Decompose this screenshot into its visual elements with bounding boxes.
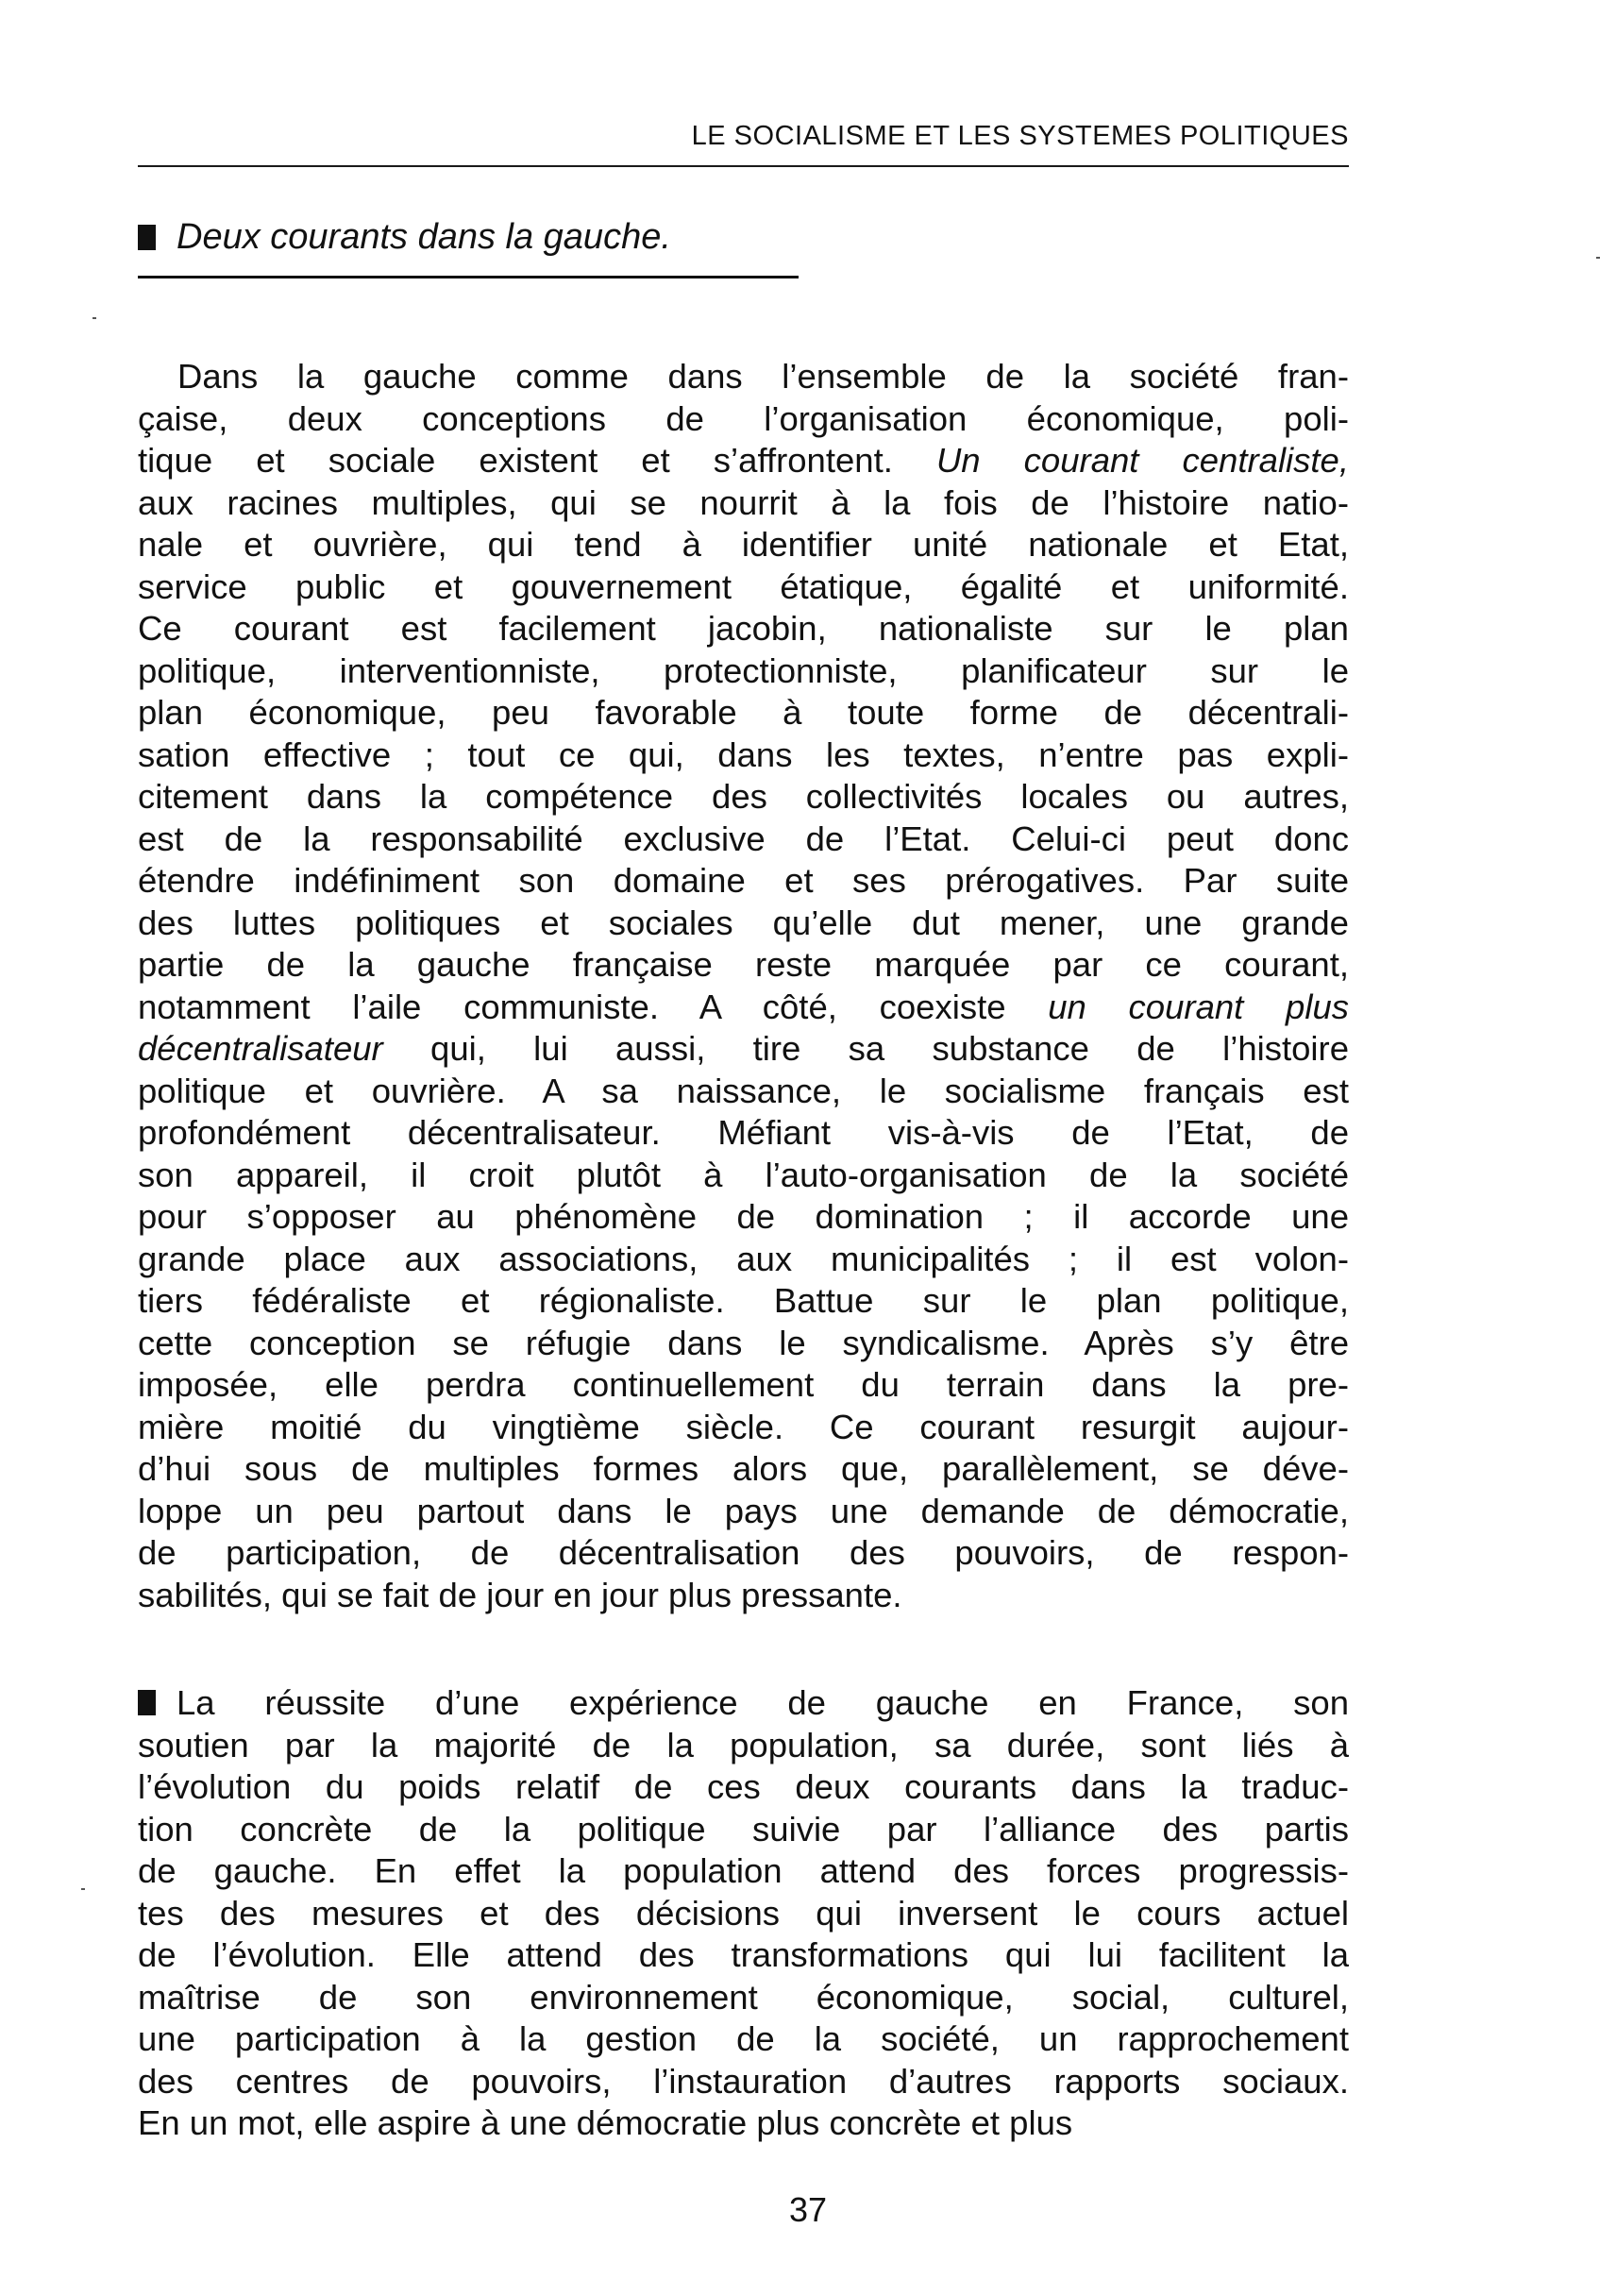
scan-speck	[93, 317, 96, 319]
paragraph-bullet-square	[138, 1690, 156, 1715]
text-run: nale et ouvrière, qui tend à identifier unité nationale et Etat,	[138, 525, 1349, 564]
text-line	[138, 356, 1349, 398]
text-run: mière moitié du vingtième siècle. Ce courant resurgit aujour-	[138, 1407, 1349, 1446]
text-run: plan économique, peu favorable à toute forme de décentrali-	[138, 693, 1349, 732]
text-line	[138, 987, 1349, 1029]
text-run: service public et gouvernement étatique, égalité et uniformité.	[138, 566, 1349, 606]
text-line	[138, 482, 1349, 525]
text-line	[138, 2102, 1349, 2145]
text-run: de gauche. En effet la population attend des forces progressis-	[138, 1851, 1349, 1890]
text-line	[138, 1532, 1349, 1575]
text-line	[138, 1809, 1349, 1851]
text-line	[138, 524, 1349, 566]
text-run: Dans la gauche comme dans l’ensemble de la société fran-	[177, 357, 1349, 396]
text-run: qui, lui aussi, tire sa substance de l’histoire	[382, 1029, 1349, 1068]
text-run: notamment l’aile communiste. A côté, coexiste	[138, 987, 1049, 1026]
text-line	[138, 1934, 1349, 1977]
text-line	[138, 903, 1349, 945]
text-line	[138, 1893, 1349, 1935]
text-line	[138, 1575, 1349, 1617]
text-line	[138, 1725, 1349, 1767]
paragraph-2	[138, 1682, 1349, 2145]
text-run: étendre indéfiniment son domaine et ses prérogatives. Par suite	[138, 861, 1349, 900]
header-rule	[138, 165, 1349, 167]
text-run: est de la responsabilité exclusive de l’Etat. Celui-ci peut donc	[138, 819, 1349, 858]
text-run: des centres de pouvoirs, l’instauration d’autres rapports sociaux.	[138, 2061, 1349, 2101]
text-run: sabilités, qui se fait de jour en jour plus pressante.	[138, 1575, 902, 1614]
text-run: imposée, elle perdra continuellement du terrain dans la pre-	[138, 1365, 1349, 1404]
page-number: 37	[788, 2190, 828, 2229]
text-line	[138, 1491, 1349, 1533]
text-run: çaise, deux conceptions de l’organisation économique, poli-	[138, 398, 1349, 438]
section-bullet-square	[138, 225, 156, 250]
scan-speck	[1596, 257, 1600, 259]
text-run: En un mot, elle aspire à une démocratie plus concrète et plus	[138, 2103, 1073, 2142]
text-line	[138, 1112, 1349, 1155]
text-line	[138, 650, 1349, 693]
text-run: loppe un peu partout dans le pays une demande de démocratie,	[138, 1491, 1349, 1530]
text-line	[138, 1280, 1349, 1323]
section-title-underline	[138, 276, 799, 279]
text-run: tion concrète de la politique suivie par l’alliance des partis	[138, 1809, 1349, 1849]
text-run: sation effective ; tout ce qui, dans les textes, n’entre pas expli-	[138, 734, 1349, 774]
text-line	[138, 1028, 1349, 1071]
section-title-text: Deux courants dans la gauche.	[177, 217, 671, 257]
text-run: La réussite d’une expérience de gauche en France, son	[177, 1683, 1349, 1722]
text-line	[138, 1850, 1349, 1893]
italic-text: Un courant centraliste,	[935, 441, 1349, 480]
text-line	[138, 734, 1349, 777]
text-run: l’évolution du poids relatif de ces deux courants dans la traduc-	[138, 1767, 1349, 1806]
text-line	[138, 860, 1349, 903]
text-run: grande place aux associations, aux municipalités ; il est volon-	[138, 1239, 1349, 1278]
text-line	[138, 608, 1349, 650]
text-line	[138, 398, 1349, 441]
text-run: tique et sociale existent et s’affrontent.	[138, 441, 936, 480]
text-run: de participation, de décentralisation des pouvoirs, de respon-	[138, 1533, 1349, 1572]
text-line	[138, 1682, 1349, 1725]
scan-speck	[81, 1888, 85, 1890]
text-run: tiers fédéraliste et régionaliste. Battue sur le plan politique,	[138, 1281, 1349, 1320]
text-run: pour s’opposer au phénomène de domination ; il accorde une	[138, 1197, 1349, 1236]
text-run: politique, interventionniste, protectionniste, planificateur sur le	[138, 650, 1349, 690]
text-line	[138, 2061, 1349, 2103]
text-line	[138, 1448, 1349, 1491]
text-line	[138, 1239, 1349, 1281]
text-run: soutien par la majorité de la population, sa durée, sont liés à	[138, 1725, 1349, 1764]
text-run: maîtrise de son environnement économique, social, culturel,	[138, 1977, 1349, 2017]
text-line	[138, 944, 1349, 987]
section-title	[138, 217, 671, 258]
text-run: de l’évolution. Elle attend des transformations qui lui facilitent la	[138, 1935, 1349, 1974]
text-run: d’hui sous de multiples formes alors que, parallèlement, se déve-	[138, 1449, 1349, 1488]
text-line	[138, 1323, 1349, 1365]
text-line	[138, 692, 1349, 734]
running-head: LE SOCIALISME ET LES SYSTEMES POLITIQUES	[691, 121, 1349, 151]
text-line	[138, 566, 1349, 609]
text-run: politique et ouvrière. A sa naissance, le socialisme français est	[138, 1071, 1349, 1110]
text-line	[138, 2018, 1349, 2061]
text-run: citement dans la compétence des collectivités locales ou autres,	[138, 777, 1349, 816]
italic-text: un courant plus	[1048, 987, 1349, 1026]
text-line	[138, 1766, 1349, 1809]
text-run: des luttes politiques et sociales qu’elle dut mener, une grande	[138, 903, 1349, 942]
text-run: tes des mesures et des décisions qui inversent le cours actuel	[138, 1893, 1349, 1933]
text-line	[138, 1155, 1349, 1197]
text-run: aux racines multiples, qui se nourrit à la fois de l’histoire natio-	[138, 482, 1349, 522]
text-line	[138, 1071, 1349, 1113]
text-line	[138, 440, 1349, 482]
text-run: partie de la gauche française reste marquée par ce courant,	[138, 945, 1349, 984]
paragraph-1	[138, 356, 1349, 1616]
text-run: Ce courant est facilement jacobin, nationaliste sur le plan	[138, 609, 1349, 648]
text-line	[138, 819, 1349, 861]
text-line	[138, 1407, 1349, 1449]
text-run: son appareil, il croit plutôt à l’auto-organisation de la société	[138, 1155, 1349, 1194]
text-line	[138, 1977, 1349, 2019]
text-run: une participation à la gestion de la société, un rapprochement	[138, 2019, 1349, 2058]
text-line	[138, 1364, 1349, 1407]
text-run: profondément décentralisateur. Méfiant vis-à-vis de l’Etat, de	[138, 1113, 1349, 1152]
text-line	[138, 776, 1349, 819]
italic-text: décentralisateur	[138, 1029, 383, 1068]
text-line	[138, 1196, 1349, 1239]
text-run: cette conception se réfugie dans le syndicalisme. Après s’y être	[138, 1323, 1349, 1362]
